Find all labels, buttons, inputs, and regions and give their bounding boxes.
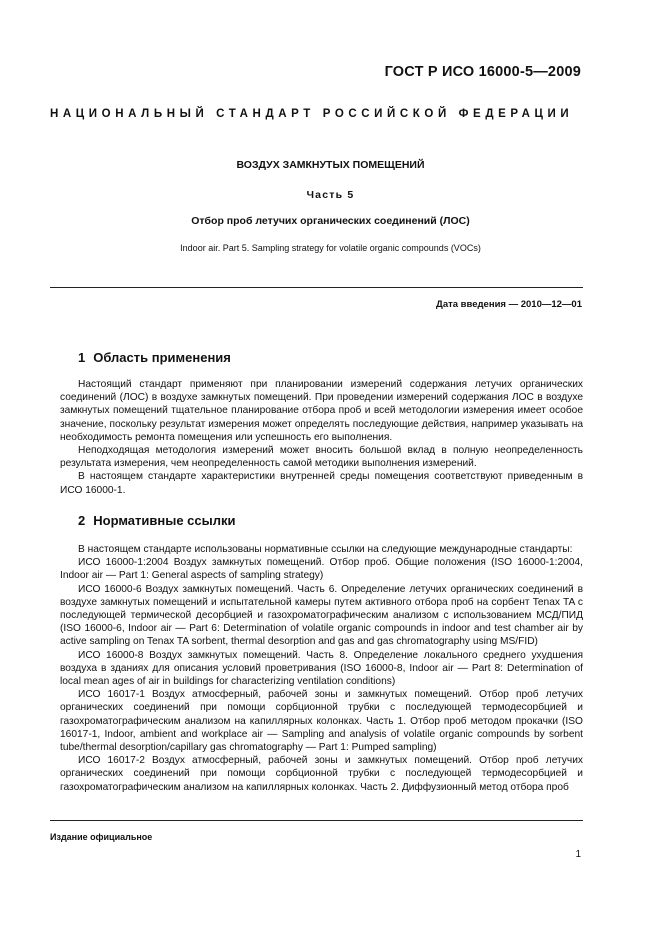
paragraph: Настоящий стандарт применяют при планировании измерений содержания летучих органических соединений (ЛОС) в воздухе замкнутых помещений. При проведении измерений содержания ЛОС в воздухе замкнутых помещений тщательное планирование отбора проб и всей методологии измерения имеет особое значение, поскольку результат измерения может определять последующие действия, например указывать на необходимость ремонта помещения или успешность его выполнения. — [60, 379, 583, 443]
edition-label: Издание официальное — [50, 832, 153, 842]
footer-divider — [50, 820, 583, 821]
reference-item: ИСО 16000-8 Воздух замкнутых помещений. Часть 8. Определение локального среднего ухудшения воздуха в зданиях для описания условий проветривания (ISO 16000-8, Indoor air — Part 8: Determination of local mean ages of air in buildings for characterizing ventilation conditions) — [60, 649, 583, 688]
reference-item: ИСО 16000-6 Воздух замкнутых помещений. Часть 6. Определение летучих органических соединений в воздухе замкнутых помещений и испытательной камеры путем активного отбора проб на сорбент Tenax TA с последующей термической десорбцией и газохроматографическим анализом с использованием МСД/ПИД (ISO 16000-6, Indoor air — Part 6: Determination of volatile organic compounds in indoor and test chamber air by active sampling on Tenax TA sorbent, thermal desorption and gas and gas chromatography using MS/FID) — [60, 583, 583, 648]
paragraph: В настоящем стандарте использованы нормативные ссылки на следующие международные стандарты: — [78, 544, 573, 555]
national-standard-banner: НАЦИОНАЛЬНЫЙ СТАНДАРТ РОССИЙСКОЙ ФЕДЕРАЦИИ — [50, 108, 574, 120]
reference-item: ИСО 16000-1:2004 Воздух замкнутых помещений. Отбор проб. Общие положения (ISO 16000-1:2004, Indoor air — Part 1: General aspects of sampling strategy) — [60, 557, 583, 582]
section-number: 2 — [78, 513, 86, 528]
part-label: Часть 5 — [306, 189, 355, 201]
paragraph: Неподходящая методология измерений может вносить большой вклад в полную неопределенность результата измерения, чем неопределенность самой методики выполнения измерений. — [60, 445, 583, 470]
english-title: Indoor air. Part 5. Sampling strategy for volatile organic compounds (VOCs) — [180, 243, 481, 253]
paragraph: В настоящем стандарте характеристики внутренней среды помещения соответствуют приведенным в ИСО 16000-1. — [60, 471, 583, 496]
section-title: Нормативные ссылки — [93, 513, 236, 528]
header-divider — [50, 287, 583, 288]
section-heading-normative-references — [78, 513, 235, 528]
section-heading-scope — [78, 350, 231, 365]
introduction-date: Дата введения — 2010—12—01 — [436, 299, 582, 310]
section-body-scope — [60, 378, 583, 497]
document-title: ВОЗДУХ ЗАМКНУТЫХ ПОМЕЩЕНИЙ — [236, 159, 425, 171]
document-subtitle: Отбор проб летучих органических соединений (ЛОС) — [191, 215, 470, 227]
section-body-normative-references — [60, 543, 583, 794]
document-number: ГОСТ Р ИСО 16000-5—2009 — [384, 64, 581, 80]
reference-item: ИСО 16017-1 Воздух атмосферный, рабочей зоны и замкнутых помещений. Отбор проб летучих органических соединений при помощи сорбционной трубки с последующей термодесорбцией и газохроматографическим анализом на капиллярных колонках. Часть 1. Отбор проб методом прокачки (ISO 16017-1, Indoor, ambient and workplace air — Sampling and analysis of volatile organic compounds by sorbent tube/thermal desorption/capillary gas chromatography — Part 1: Pumped sampling) — [60, 689, 583, 754]
section-title: Область применения — [93, 350, 231, 365]
reference-item: ИСО 16017-2 Воздух атмосферный, рабочей зоны и замкнутых помещений. Отбор проб летучих органических соединений при помощи сорбционной трубки с последующей термодесорбцией и газохроматографическим анализом на капиллярных колонках. Часть 2. Диффузионный метод отбора проб — [60, 755, 583, 793]
section-number: 1 — [78, 350, 86, 365]
page-number: 1 — [575, 849, 581, 860]
